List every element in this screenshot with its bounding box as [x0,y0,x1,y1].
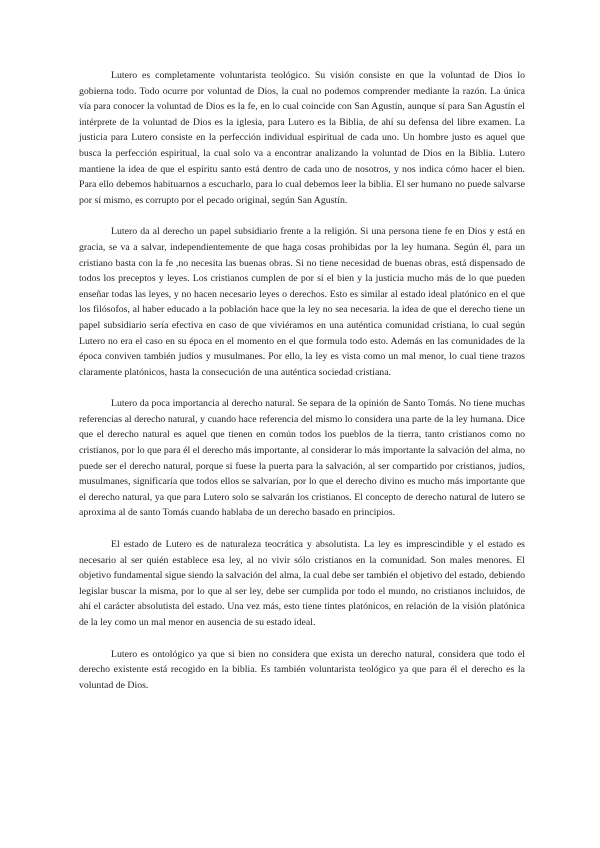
document-body [79,68,525,709]
paragraph-4: El estado de Lutero es de naturaleza teocrática y absolutista. La ley es imprescindible y el estado es necesario al ser quién establece esa ley, al no vivir sólo cristianos en la comunidad. Son males menores. El objetivo fundamental sigue siendo la salvación del alma, la cual debe ser también el objetivo del estado, debiendo legislar buscar la misma, por lo que al ser ley, debe ser cumplida por todo el mundo, no cristianos incluidos, de ahí el carácter absolutista del estado. Una vez más, esto tiene tintes platónicos, en relación de la visión platónica de la ley como un mal menor en ausencia de su estado ideal. [79,539,525,628]
paragraph-5: Lutero es ontológico ya que si bien no considera que exista un derecho natural, considera que todo el derecho existente está recogido en la biblia. Es también voluntarista teológico ya que para él el derecho es la voluntad de Dios. [79,648,525,691]
paragraph-3: Lutero da poca importancia al derecho natural. Se separa de la opinión de Santo Tomás. No tiene muchas referencias al derecho natural, y cuando hace referencia del mismo lo considera una parte de la ley humana. Dice que el derecho natural es aquel que tienen en común todos los pueblos de la tierra, tanto cristianos como no cristianos, por lo que para él el derecho más importante, al considerar lo más importante la salvación del alma, no puede ser el derecho natural, porque si fuese la puerta para la salvación, al ser compartido por cristianos, judíos, musulmanes, significaría que todos ellos se salvarían, por lo que el derecho divino es mucho más importante que el derecho natural, ya que para Lutero solo se salvarán los cristianos. El concepto de derecho natural de lutero se aproxima al de santo Tomás cuando hablaba de un derecho basado en principios. [79,398,525,519]
paragraph-2: Lutero da al derecho un papel subsidiario frente a la religión. Si una persona tiene fe en Dios y está en gracia, se va a salvar, independientemente de que haga cosas prohibidas por la ley humana. Según él, para un cristiano basta con la fe ,no necesita las buenas obras. Si no tiene necesidad de buenas obras, está dispensado de todos los preceptos y leyes. Los cristianos cumplen de por sí el bien y la justicia mucho más de lo que pueden enseñar todas las leyes, y no hacen necesario leyes o derechos. Esto es similar al estado ideal platónico en el que los filósofos, al haber educado a la población hace que la ley no sea necesaria. la idea de que el derecho tiene un papel subsidiario sería efectiva en caso de que viviéramos en una auténtica comunidad cristiana, lo cual según Lutero no era el caso en su época en el momento en el que formula todo esto. Además en las comunidades de la época conviven también judíos y musulmanes. Por ello, la ley es vista como un mal menor, lo cual tiene trazos claramente platónicos, hasta la consecución de una auténtica sociedad cristiana. [79,226,525,378]
paragraph-1: Lutero es completamente voluntarista teológico. Su visión consiste en que la voluntad de Dios lo gobierna todo. Todo ocurre por voluntad de Dios, la cual no podemos comprender mediante la razón. La única vía para conocer la voluntad de Dios es la fe, en lo cual coincide con San Agustín, aunque sí para San Agustín el intérprete de la voluntad de Dios es la iglesia, para Lutero es la Biblia, de ahí su defensa del libre examen. La justicia para Lutero consiste en la perfección individual espiritual de cada uno. Un hombre justo es aquel que busca la perfección espiritual, la cual solo va a encontrar analizando la voluntad de Dios en la Biblia. Lutero mantiene la idea de que el espíritu santo está dentro de cada uno de nosotros, y nos indica cómo hacer el bien. Para ello debemos habituarnos a escucharlo, para lo cual debemos leer la biblia. El ser humano no puede salvarse por sí mismo, es corrupto por el pecado original, según San Agustín. [79,70,525,206]
